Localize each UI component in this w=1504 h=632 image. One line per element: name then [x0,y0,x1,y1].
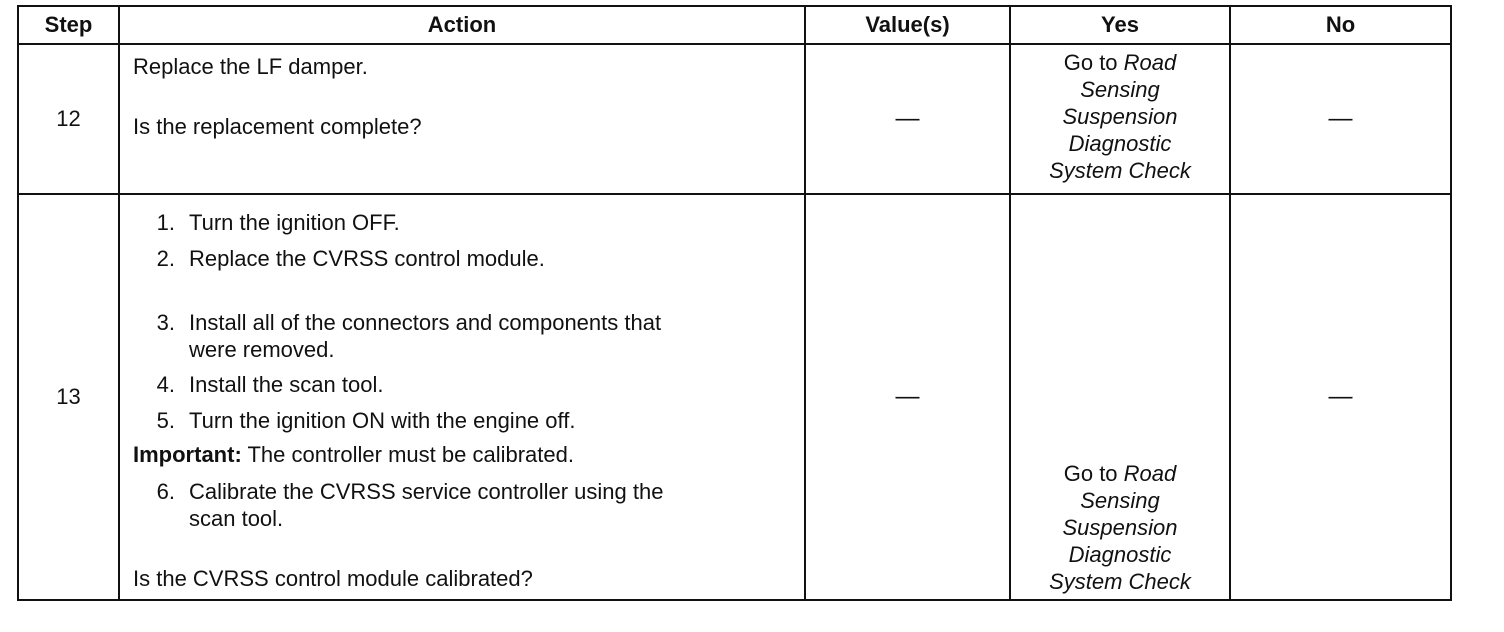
yes-prefix: Go to [1063,50,1124,75]
action-item-3-cont: were removed. [189,337,335,362]
important-note [133,441,574,468]
item-number: 5. [156,408,175,433]
item-number: 6. [156,479,175,504]
action-item-6-cont: scan tool. [189,506,284,531]
yes-link-text: Road [1123,461,1177,486]
yes-link-text: Road [1123,50,1177,75]
no-cell: — [1230,194,1451,600]
yes-line-1[interactable] [1011,49,1229,76]
item-number: 2. [156,246,175,271]
important-label: Important: [133,442,242,467]
header-step: Step [18,6,119,44]
action-item-6 [133,478,663,505]
item-number: 1. [156,210,175,235]
yes-line-5[interactable]: System Check [1049,569,1191,594]
action-line: Replace the LF damper. [133,54,368,79]
action-item-2 [133,245,545,272]
item-number: 3. [156,310,175,335]
header-values: Value(s) [805,6,1010,44]
values-cell: — [805,194,1010,600]
yes-line-2[interactable]: Sensing [1080,77,1160,102]
yes-line-5[interactable]: System Check [1049,158,1191,183]
action-item-5 [133,407,575,434]
item-text: Turn the ignition ON with the engine off. [189,408,576,433]
step-number: 12 [18,44,119,194]
item-text: Calibrate the CVRSS service controller using the [189,479,664,504]
item-text: Replace the CVRSS control module. [189,246,545,271]
yes-prefix: Go to [1063,461,1124,486]
header-yes: Yes [1010,6,1230,44]
values-cell: — [805,44,1010,194]
header-no: No [1230,6,1451,44]
important-text: The controller must be calibrated. [241,442,574,467]
table-row-step-12 [18,44,1451,194]
yes-line-4[interactable]: Diagnostic [1068,131,1172,156]
yes-line-4[interactable]: Diagnostic [1068,542,1172,567]
action-item-4 [133,371,383,398]
action-question: Is the CVRSS control module calibrated? [133,566,533,591]
item-text: Install all of the connectors and components that [189,310,662,335]
action-cell [119,194,805,600]
header-row [18,6,1451,44]
yes-line-3[interactable]: Suspension [1062,104,1178,129]
yes-cell [1010,44,1230,194]
yes-line-1[interactable] [1011,460,1229,487]
yes-cell [1010,194,1230,600]
table-row-step-13 [18,194,1451,600]
yes-line-3[interactable]: Suspension [1062,515,1178,540]
item-text: Install the scan tool. [189,372,384,397]
action-item-3 [133,309,661,336]
action-item-1 [133,209,400,236]
action-cell [119,44,805,194]
diagnostic-table [17,5,1452,601]
no-cell: — [1230,44,1451,194]
step-number: 13 [18,194,119,600]
yes-line-2[interactable]: Sensing [1080,488,1160,513]
item-number: 4. [156,372,175,397]
header-action: Action [119,6,805,44]
action-question: Is the replacement complete? [133,114,422,139]
item-text: Turn the ignition OFF. [189,210,400,235]
